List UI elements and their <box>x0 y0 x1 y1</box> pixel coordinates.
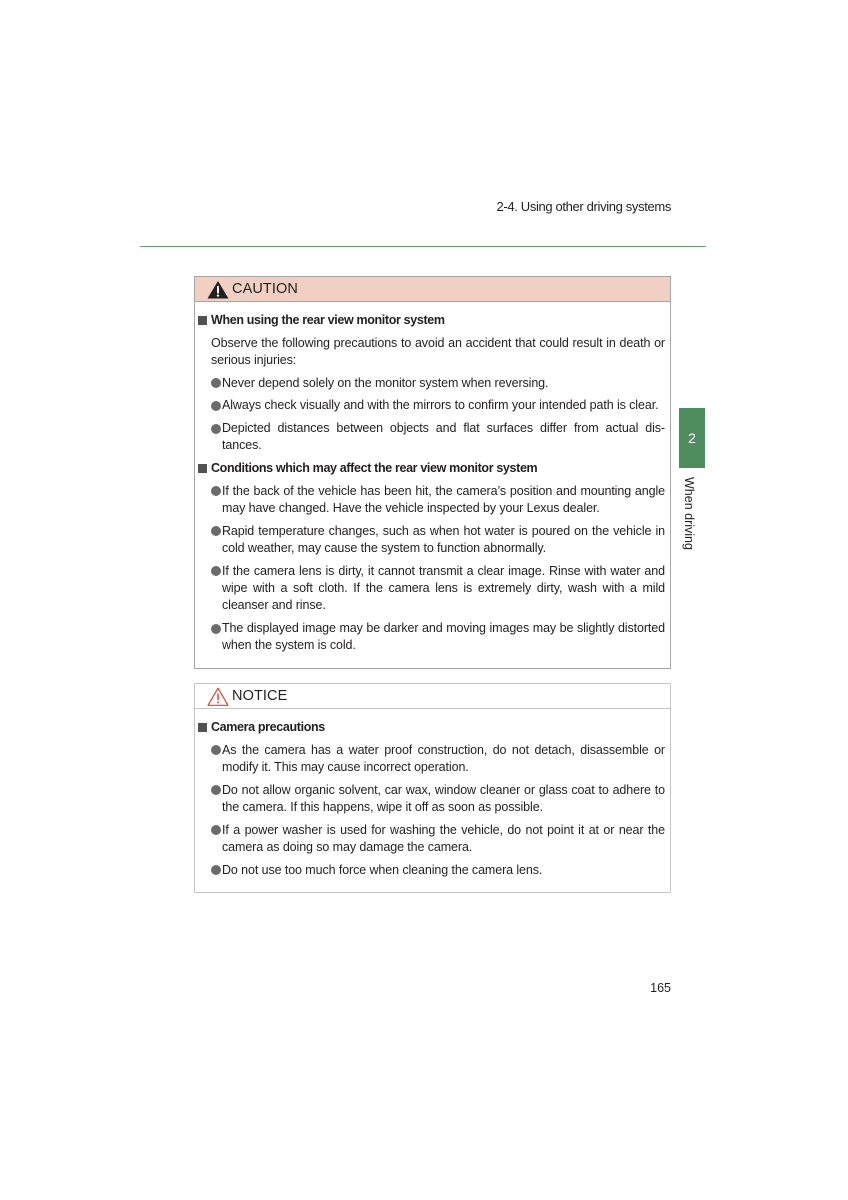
text-line: modify it. This may cause incorrect operation. <box>222 759 469 774</box>
intro-paragraph <box>211 335 665 370</box>
chapter-tab <box>679 408 705 468</box>
text-line: Rapid temperature changes, such as when hot water is poured on the vehicle in <box>222 523 665 538</box>
text-line: Do not use too much force when cleaning the camera lens. <box>222 862 543 877</box>
list-item <box>198 563 665 615</box>
notice-section <box>198 719 665 879</box>
section-heading <box>198 312 665 329</box>
text-line: If a power washer is used for washing the vehicle, do not point it at or near the <box>222 822 665 837</box>
list-item <box>198 397 665 414</box>
caution-section <box>198 312 665 455</box>
section-heading <box>198 460 665 477</box>
text-line: If the back of the vehicle has been hit, the camera’s position and mounting angle <box>222 483 665 498</box>
text-line: wipe with a soft cloth. If the camera lens is extremely dirty, wash with a mild <box>222 580 665 595</box>
caution-body <box>195 302 670 655</box>
bullet-icon <box>211 378 221 388</box>
list-item <box>198 822 665 857</box>
bullet-icon <box>211 624 221 634</box>
bullet-icon <box>211 401 221 411</box>
bullet-icon <box>211 825 221 835</box>
section-heading-text: When using the rear view monitor system <box>211 313 445 327</box>
bullet-icon <box>211 424 221 434</box>
text-line: Always check visually and with the mirrors to confirm your intended path is clear. <box>222 398 659 413</box>
chapter-title: When driving <box>682 477 696 550</box>
text-line: the camera. If this happens, wipe it off as soon as possible. <box>222 799 543 814</box>
text-line: The displayed image may be darker and moving images may be slightly distorted <box>222 620 665 635</box>
section-marker <box>198 464 207 473</box>
bullet-icon <box>211 785 221 795</box>
section-marker <box>198 316 207 325</box>
list-item <box>198 375 665 392</box>
list-item <box>198 742 665 777</box>
list-item <box>198 483 665 518</box>
caution-title: CAUTION <box>232 281 298 297</box>
bullet-icon <box>211 526 221 536</box>
text-line: tances. <box>222 438 262 453</box>
section-heading <box>198 719 665 736</box>
text-line: Never depend solely on the monitor system when reversing. <box>222 375 549 390</box>
section-heading-text: Camera precautions <box>211 720 325 734</box>
text-line: Do not allow organic solvent, car wax, window cleaner or glass coat to adhere to <box>222 782 665 797</box>
text-line: when the system is cold. <box>222 638 356 653</box>
text-line: Depicted distances between objects and flat surfaces differ from actual dis- <box>222 421 665 436</box>
caution-box <box>194 276 671 669</box>
page-number: 165 <box>650 981 671 995</box>
header-rule <box>140 246 706 247</box>
list-item <box>198 523 665 558</box>
notice-box <box>194 683 671 893</box>
bullet-icon <box>211 566 221 576</box>
text-line: Observe the following precautions to avoid an accident that could result in death or <box>211 335 665 350</box>
notice-title: NOTICE <box>232 688 288 704</box>
notice-body <box>195 709 670 879</box>
caution-header <box>195 277 670 302</box>
list-item <box>198 420 665 455</box>
warning-triangle-icon <box>207 280 229 299</box>
text-line: If the camera lens is dirty, it cannot transmit a clear image. Rinse with water and <box>222 563 665 578</box>
warning-triangle-outline-icon <box>207 687 229 706</box>
list-item <box>198 782 665 817</box>
caution-section <box>198 460 665 655</box>
bullet-icon <box>211 865 221 875</box>
list-item <box>198 620 665 655</box>
list-item <box>198 862 665 879</box>
text-line: camera as doing so may damage the camera. <box>222 839 473 854</box>
section-heading-text: Conditions which may affect the rear view monitor system <box>211 461 538 476</box>
chapter-number: 2 <box>688 430 696 446</box>
text-line: serious injuries: <box>211 352 297 367</box>
bullet-icon <box>211 745 221 755</box>
notice-header <box>195 684 670 709</box>
text-line: may have changed. Have the vehicle inspected by your Lexus dealer. <box>222 501 600 516</box>
running-head: 2-4. Using other driving systems <box>496 199 671 214</box>
text-line: cold weather, may cause the system to function abnormally. <box>222 541 546 555</box>
text-line: As the camera has a water proof construction, do not detach, disassemble or <box>222 742 665 757</box>
section-marker <box>198 723 207 732</box>
text-line: cleanser and rinse. <box>222 598 326 613</box>
bullet-icon <box>211 486 221 496</box>
